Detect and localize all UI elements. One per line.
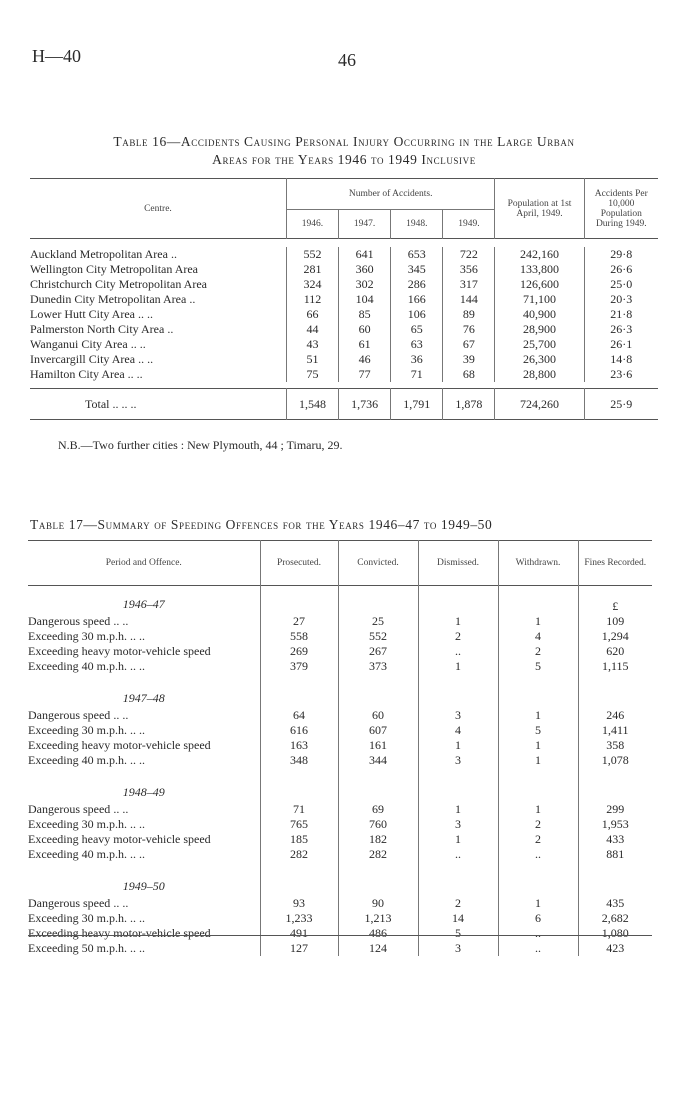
table-row (30, 367, 658, 382)
offence-name: Exceeding 40 m.p.h. (28, 659, 127, 673)
table-row (30, 292, 658, 307)
cell-withdrawn: 2 (498, 817, 578, 832)
cell-1946: 43 (286, 337, 338, 352)
cell-1948: 653 (391, 247, 443, 262)
leader-dots: .. .. (129, 847, 145, 861)
centre-name: Wellington City Metropolitan Area (30, 262, 199, 276)
cell-withdrawn: 5 (498, 723, 578, 738)
cell-1946: 66 (286, 307, 338, 322)
centre-name: Auckland Metropolitan Area (30, 247, 168, 261)
leader-dots: .. .. (113, 896, 129, 910)
total-1949: 1,878 (443, 389, 495, 420)
cell-withdrawn: 1 (498, 896, 578, 911)
leader-dots: .. .. (129, 753, 145, 767)
col-header-1947: 1947. (339, 210, 391, 239)
cell-withdrawn: .. (498, 941, 578, 956)
offence-name: Exceeding 30 m.p.h. (28, 911, 127, 925)
leader-dots: .. (167, 322, 174, 336)
cell-1948: 63 (391, 337, 443, 352)
table-row (28, 817, 652, 832)
table-row (30, 262, 658, 277)
cell-1949: 144 (443, 292, 495, 307)
table-row (30, 247, 658, 262)
total-rate: 25·9 (584, 389, 658, 420)
offence-name: Exceeding heavy motor-vehicle speed (28, 926, 211, 940)
cell-1949: 356 (443, 262, 495, 277)
cell-1947: 77 (339, 367, 391, 382)
col-header-1949: 1949. (443, 210, 495, 239)
cell-population: 26,300 (495, 352, 584, 367)
offence-name: Exceeding heavy motor-vehicle speed (28, 832, 211, 846)
table16-title-line2: Areas for the Years 1946 to 1949 Inclusive (212, 152, 476, 167)
cell-1949: 68 (443, 367, 495, 382)
cell-dismissed: 14 (418, 911, 498, 926)
cell-convicted: 607 (338, 723, 418, 738)
cell-dismissed: 3 (418, 817, 498, 832)
document-reference: H—40 (32, 46, 81, 66)
cell-prosecuted: 269 (260, 644, 338, 659)
table-row (28, 753, 652, 768)
centre-name: Invercargill City Area (30, 352, 136, 366)
cell-dismissed: 3 (418, 708, 498, 723)
table16-note: N.B.—Two further cities : New Plymouth, 44 ; Timaru, 29. (58, 438, 343, 452)
col-header-population: Population at 1st April, 1949. (495, 179, 584, 239)
leader-dots: .. (170, 247, 177, 261)
leader-dots: .. .. (113, 708, 129, 722)
cell-convicted: 124 (338, 941, 418, 956)
cell-population: 40,900 (495, 307, 584, 322)
cell-dismissed: 2 (418, 629, 498, 644)
cell-dismissed: 1 (418, 832, 498, 847)
col-header-fines: Fines Recorded. (578, 541, 652, 586)
leader-dots: .. .. (113, 802, 129, 816)
cell-1947: 85 (339, 307, 391, 322)
cell-prosecuted: 185 (260, 832, 338, 847)
cell-dismissed: 1 (418, 802, 498, 817)
table16-title-line1: Table 16—Accidents Causing Personal Injury Occurring in the Large Urban (113, 134, 575, 149)
offence-name: Exceeding heavy motor-vehicle speed (28, 644, 211, 658)
cell-1947: 641 (339, 247, 391, 262)
centre-name: Hamilton City Area (30, 367, 125, 381)
cell-1948: 36 (391, 352, 443, 367)
cell-1946: 44 (286, 322, 338, 337)
cell-1947: 360 (339, 262, 391, 277)
cell-1947: 46 (339, 352, 391, 367)
cell-dismissed: .. (418, 847, 498, 862)
cell-convicted: 552 (338, 629, 418, 644)
cell-prosecuted: 64 (260, 708, 338, 723)
table-row (28, 802, 652, 817)
total-1948: 1,791 (391, 389, 443, 420)
cell-1948: 166 (391, 292, 443, 307)
cell-dismissed: 2 (418, 896, 498, 911)
centre-name: Wanganui City Area (30, 337, 128, 351)
cell-fines: 358 (578, 738, 652, 753)
cell-prosecuted: 163 (260, 738, 338, 753)
cell-1946: 324 (286, 277, 338, 292)
cell-dismissed: 1 (418, 738, 498, 753)
leader-dots: .. .. (113, 614, 129, 628)
cell-prosecuted: 616 (260, 723, 338, 738)
col-header-withdrawn: Withdrawn. (498, 541, 578, 586)
col-header-1946: 1946. (286, 210, 338, 239)
cell-1946: 552 (286, 247, 338, 262)
cell-fines: 435 (578, 896, 652, 911)
cell-convicted: 25 (338, 614, 418, 629)
period-heading: 1948–49 (122, 784, 165, 799)
cell-1946: 75 (286, 367, 338, 382)
cell-dismissed: 1 (418, 659, 498, 674)
table-row (30, 307, 658, 322)
period-heading: 1949–50 (122, 878, 165, 893)
table-row (28, 614, 652, 629)
offence-name: Dangerous speed (28, 896, 111, 910)
table-row (28, 941, 652, 956)
col-header-dismissed: Dismissed. (418, 541, 498, 586)
table-row (28, 896, 652, 911)
cell-fines: 620 (578, 644, 652, 659)
leader-dots: .. .. (129, 817, 145, 831)
total-1946: 1,548 (286, 389, 338, 420)
page-number: 46 (338, 50, 356, 70)
table-row (28, 832, 652, 847)
cell-rate: 14·8 (584, 352, 658, 367)
cell-withdrawn: 1 (498, 802, 578, 817)
cell-withdrawn: 2 (498, 644, 578, 659)
table-row (28, 629, 652, 644)
cell-fines: 299 (578, 802, 652, 817)
cell-fines: 1,080 (578, 926, 652, 941)
cell-rate: 21·8 (584, 307, 658, 322)
total-label: Total (85, 396, 110, 411)
table-row (28, 847, 652, 862)
cell-convicted: 267 (338, 644, 418, 659)
offence-name: Exceeding 30 m.p.h. (28, 817, 127, 831)
table-row (28, 659, 652, 674)
table17 (28, 540, 652, 956)
cell-fines: 1,115 (578, 659, 652, 674)
leader-dots: .. .. (127, 367, 143, 381)
cell-1949: 39 (443, 352, 495, 367)
cell-withdrawn: 1 (498, 738, 578, 753)
cell-1949: 76 (443, 322, 495, 337)
cell-prosecuted: 558 (260, 629, 338, 644)
col-header-rate: Accidents Per 10,000 Population During 1949. (584, 179, 658, 239)
cell-1949: 89 (443, 307, 495, 322)
leader-dots: .. .. (138, 352, 154, 366)
cell-prosecuted: 348 (260, 753, 338, 768)
leader-dots: .. .. (129, 941, 145, 955)
cell-population: 28,900 (495, 322, 584, 337)
cell-population: 126,600 (495, 277, 584, 292)
centre-name: Dunedin City Metropolitan Area (30, 292, 187, 306)
table-row (30, 277, 658, 292)
offence-name: Exceeding 40 m.p.h. (28, 753, 127, 767)
cell-convicted: 69 (338, 802, 418, 817)
cell-prosecuted: 93 (260, 896, 338, 911)
cell-1947: 61 (339, 337, 391, 352)
cell-1948: 65 (391, 322, 443, 337)
cell-1947: 302 (339, 277, 391, 292)
table-row (28, 911, 652, 926)
total-row (30, 389, 658, 420)
cell-1949: 317 (443, 277, 495, 292)
cell-1948: 286 (391, 277, 443, 292)
offence-name: Exceeding heavy motor-vehicle speed (28, 738, 211, 752)
cell-1946: 112 (286, 292, 338, 307)
cell-population: 25,700 (495, 337, 584, 352)
cell-rate: 26·1 (584, 337, 658, 352)
cell-prosecuted: 282 (260, 847, 338, 862)
leader-dots: .. .. (129, 629, 145, 643)
cell-withdrawn: .. (498, 847, 578, 862)
offence-name: Dangerous speed (28, 802, 111, 816)
offence-name: Exceeding 50 m.p.h. (28, 941, 127, 955)
cell-withdrawn: .. (498, 926, 578, 941)
total-population: 724,260 (495, 389, 584, 420)
table-row (30, 352, 658, 367)
cell-fines: 1,411 (578, 723, 652, 738)
period-heading: 1946–47 (122, 596, 165, 611)
cell-fines: 881 (578, 847, 652, 862)
cell-prosecuted: 491 (260, 926, 338, 941)
cell-rate: 20·3 (584, 292, 658, 307)
offence-name: Exceeding 40 m.p.h. (28, 847, 127, 861)
offence-name: Dangerous speed (28, 708, 111, 722)
leader-dots: .. .. (129, 723, 145, 737)
table-row (28, 644, 652, 659)
cell-1948: 345 (391, 262, 443, 277)
cell-withdrawn: 1 (498, 614, 578, 629)
cell-fines: 246 (578, 708, 652, 723)
cell-fines: 423 (578, 941, 652, 956)
table16 (30, 178, 658, 420)
cell-fines: 2,682 (578, 911, 652, 926)
cell-1949: 722 (443, 247, 495, 262)
table17-bottom-rule (28, 935, 652, 936)
col-header-centre: Centre. (144, 203, 172, 214)
cell-convicted: 182 (338, 832, 418, 847)
cell-dismissed: 5 (418, 926, 498, 941)
cell-1948: 106 (391, 307, 443, 322)
cell-convicted: 344 (338, 753, 418, 768)
cell-prosecuted: 765 (260, 817, 338, 832)
cell-rate: 23·6 (584, 367, 658, 382)
cell-prosecuted: 1,233 (260, 911, 338, 926)
col-header-number-group: Number of Accidents. (286, 179, 495, 210)
table-row (28, 708, 652, 723)
cell-1946: 51 (286, 352, 338, 367)
offence-name: Dangerous speed (28, 614, 111, 628)
cell-rate: 25·0 (584, 277, 658, 292)
table-row (30, 337, 658, 352)
col-header-period: Period and Offence. (105, 558, 182, 568)
centre-name: Lower Hutt City Area (30, 307, 135, 321)
cell-withdrawn: 1 (498, 753, 578, 768)
cell-fines: 1,294 (578, 629, 652, 644)
table17-title: Table 17—Summary of Speeding Offences for the Years 1946–47 to 1949–50 (30, 517, 493, 532)
cell-fines: 109 (578, 614, 652, 629)
cell-1946: 281 (286, 262, 338, 277)
offence-name: Exceeding 30 m.p.h. (28, 629, 127, 643)
cell-withdrawn: 5 (498, 659, 578, 674)
cell-population: 28,800 (495, 367, 584, 382)
cell-withdrawn: 6 (498, 911, 578, 926)
cell-population: 71,100 (495, 292, 584, 307)
col-header-convicted: Convicted. (338, 541, 418, 586)
cell-prosecuted: 27 (260, 614, 338, 629)
cell-rate: 26·3 (584, 322, 658, 337)
table-row (28, 723, 652, 738)
col-header-1948: 1948. (391, 210, 443, 239)
cell-withdrawn: 1 (498, 708, 578, 723)
cell-1949: 67 (443, 337, 495, 352)
cell-dismissed: 1 (418, 614, 498, 629)
leader-dots: .. .. (129, 659, 145, 673)
cell-dismissed: 3 (418, 941, 498, 956)
table-row (30, 322, 658, 337)
cell-1947: 104 (339, 292, 391, 307)
cell-1948: 71 (391, 367, 443, 382)
cell-convicted: 760 (338, 817, 418, 832)
cell-prosecuted: 127 (260, 941, 338, 956)
period-heading: 1947–48 (122, 690, 165, 705)
centre-name: Christchurch City Metropolitan Area (30, 277, 207, 291)
cell-fines: 433 (578, 832, 652, 847)
cell-convicted: 1,213 (338, 911, 418, 926)
cell-fines: 1,953 (578, 817, 652, 832)
table-row (28, 926, 652, 941)
col-header-prosecuted: Prosecuted. (260, 541, 338, 586)
cell-convicted: 161 (338, 738, 418, 753)
centre-name: Palmerston North City Area (30, 322, 165, 336)
cell-rate: 26·6 (584, 262, 658, 277)
cell-convicted: 60 (338, 708, 418, 723)
total-1947: 1,736 (339, 389, 391, 420)
leader-dots: .. .. (137, 307, 153, 321)
cell-prosecuted: 71 (260, 802, 338, 817)
currency-symbol: £ (612, 599, 619, 613)
cell-convicted: 373 (338, 659, 418, 674)
cell-fines: 1,078 (578, 753, 652, 768)
table-row (28, 738, 652, 753)
leader-dots: .. .. (130, 337, 146, 351)
cell-dismissed: 4 (418, 723, 498, 738)
cell-population: 133,800 (495, 262, 584, 277)
cell-withdrawn: 2 (498, 832, 578, 847)
cell-rate: 29·8 (584, 247, 658, 262)
cell-dismissed: .. (418, 644, 498, 659)
offence-name: Exceeding 30 m.p.h. (28, 723, 127, 737)
cell-convicted: 90 (338, 896, 418, 911)
cell-dismissed: 3 (418, 753, 498, 768)
cell-prosecuted: 379 (260, 659, 338, 674)
cell-convicted: 282 (338, 847, 418, 862)
leader-dots: .. (189, 292, 196, 306)
leader-dots: .. .. (129, 911, 145, 925)
cell-1947: 60 (339, 322, 391, 337)
cell-withdrawn: 4 (498, 629, 578, 644)
leader-dots: .. .. .. (112, 396, 137, 411)
cell-convicted: 486 (338, 926, 418, 941)
cell-population: 242,160 (495, 247, 584, 262)
